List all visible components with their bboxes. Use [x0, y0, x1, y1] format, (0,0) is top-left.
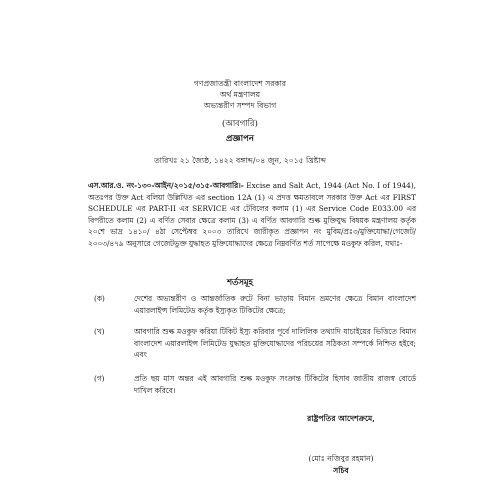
- section-name: (আবগারি): [222, 118, 258, 128]
- conditions-title: শর্তসমূহ: [227, 277, 253, 287]
- date-line: তারিখঃ ২১ জ্যৈষ্ঠ, ১৪২২ বঙ্গাব্দ/০৪ জুন, ২০১৫ খ্রিষ্টাব্দ: [154, 156, 326, 165]
- notification-paragraph: [88, 180, 416, 250]
- division-name: অভ্যন্তরীণ সম্পদ বিভাগ: [203, 101, 277, 110]
- presidential-order-line: রাষ্ট্রপতির আদেশক্রমে,: [307, 414, 375, 423]
- signatory-name: (মোঃ নজিবুর রহমান): [308, 454, 374, 463]
- condition-text: আবগারি শুল্ক মওকুফ করিয়া টিকিট ইস্যু করিবার পূর্বে দালিলিক তথ্যাদি যাচাইয়ের ভিত্তিতে বিমান বাংলাদেশ এয়ারলাইন্স লিমিটেড যুদ্ধাহত মুক্তিযোদ্ধাদের পরিচয়ের সঠিকতা সম্পর্কে নিশ্চিত হইবে; এবং: [134, 327, 416, 360]
- condition-text: দেশের অভ্যন্তরীণ ও আন্তর্জাতিক রুটে বিনা ভাড়ায় বিমান ভ্রমণের ক্ষেত্রে বিমান বাংলাদেশ এয়ারলাইন্স লিমিটেড কর্তৃক ইস্যুকৃত টিকিটের ক্ষেত্রে;: [134, 294, 416, 315]
- signatory-designation: সচিব: [333, 466, 349, 475]
- condition-marker: (খ): [94, 327, 105, 336]
- ministry-name: অর্থ মন্ত্রণালয়: [219, 90, 261, 99]
- condition-marker: (গ): [94, 374, 105, 383]
- condition-text: প্রতি ছয় মাস অন্তর এই আবগারি শুল্ক মওকুফ সংক্রান্ত টিকিটের হিসাব জাতীয় রাজস্ব বোর্ডে দাখিল করিবে।: [134, 374, 416, 395]
- paragraph-text: Excise and Salt Act, 1944 (Act No. I of 1944), অতঃপর উক্ত Act বলিয়া উল্লিখিত এর section 12A (1) এ প্রদত্ত ক্ষমতাবলে সরকার উক্ত Act এর FIRST SCHEDULE এর PART-II এর SERVICE এর টেবিলের কলাম (1) এর Service Code E033.00 এর বিপরীতে কলাম (2) এ বর্ণিত সেবার ক্ষেত্রে কলাম (3) এ বর্ণিত আবগারি শুল্ক মুক্তিযুদ্ধ বিষয়ক মন্ত্রণালয় কর্তৃক ২০শে ভাদ্র ১৪১০/ ৪ঠা সেপ্টেম্বর ২০০৩ তারিখে জারীকৃত প্রজ্ঞাপন নং মুবিম/প্রঃ৩/মুক্তিযোদ্ধা/গেজেট/২০০৩/৪৭৯ অনুসারে গেজেটভুক্ত যুদ্ধাহত মুক্তিযোদ্ধাদের ক্ষেত্রে নিম্নবর্ণিত শর্ত সাপেক্ষে মওকুফ করিল, যথাঃ-: [88, 181, 416, 248]
- notice-type: প্রজ্ঞাপন: [225, 134, 255, 144]
- sro-reference: এস.আর.ও. নং-১৩০-আইন/২০১৫/৩১৫-আবগারি।-: [88, 181, 244, 190]
- condition-marker: (ক): [94, 294, 105, 303]
- government-name: গণপ্রজাতন্ত্রী বাংলাদেশ সরকার: [193, 79, 287, 88]
